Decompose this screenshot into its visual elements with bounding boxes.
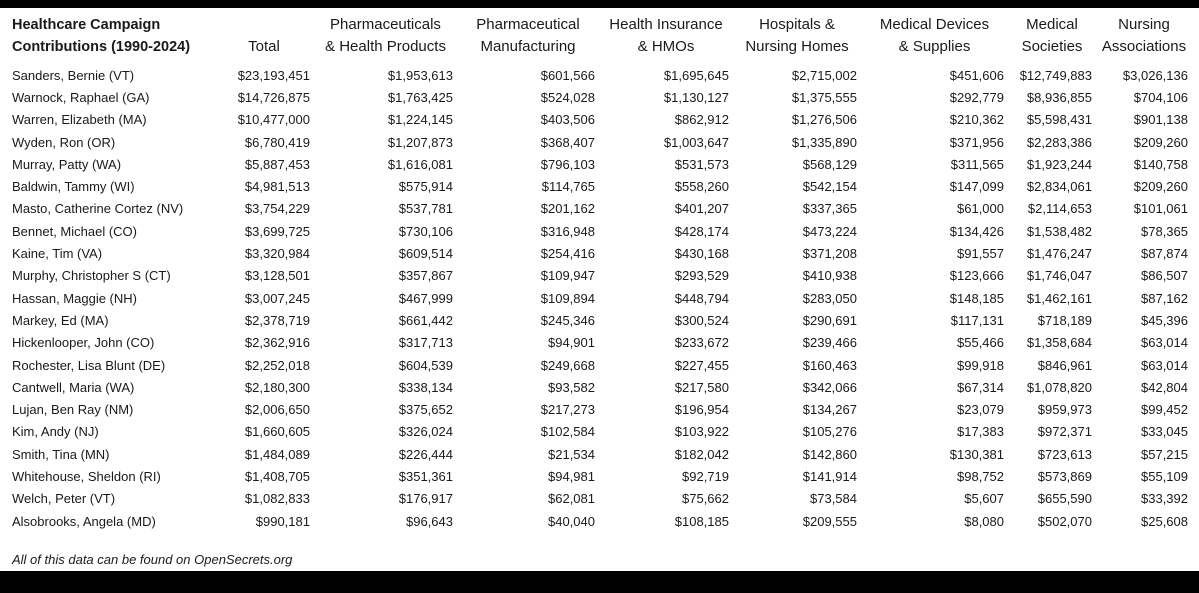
value-cell: $75,662 [682, 491, 729, 507]
value-cell: $467,999 [398, 290, 453, 306]
value-cell: $87,162 [1141, 290, 1188, 306]
value-cell: $1,375,555 [791, 89, 857, 105]
value-cell: $94,981 [548, 468, 595, 484]
senator-name-cell: Smith, Tina (MN) [12, 446, 110, 462]
value-cell: $201,162 [540, 201, 595, 217]
value-cell: $1,082,833 [244, 491, 310, 507]
value-cell: $796,103 [540, 156, 595, 172]
value-cell: $371,956 [949, 134, 1004, 150]
value-cell: $23,079 [957, 402, 1004, 418]
value-cell: $537,781 [398, 201, 453, 217]
value-cell: $2,006,650 [244, 402, 310, 418]
value-cell: $226,444 [398, 446, 453, 462]
column-header-line1: Hospitals & [759, 16, 835, 33]
senator-name-cell: Markey, Ed (MA) [12, 312, 109, 328]
table-row [6, 175, 1192, 197]
value-cell: $196,954 [674, 402, 729, 418]
value-cell: $502,070 [1037, 513, 1092, 529]
column-header [314, 14, 457, 64]
column-header [599, 14, 733, 64]
value-cell: $96,643 [406, 513, 453, 529]
value-cell: $1,462,161 [1026, 290, 1092, 306]
value-cell: $862,912 [674, 112, 729, 128]
value-cell: $8,936,855 [1026, 89, 1092, 105]
value-cell: $5,607 [964, 491, 1004, 507]
value-cell: $451,606 [949, 67, 1004, 83]
senator-name-cell: Welch, Peter (VT) [12, 491, 116, 507]
senator-name-cell: Whitehouse, Sheldon (RI) [12, 468, 161, 484]
value-cell: $3,026,136 [1122, 67, 1188, 83]
value-cell: $448,794 [674, 290, 729, 306]
value-cell: $575,914 [398, 179, 453, 195]
column-header-line2: Manufacturing [480, 38, 576, 55]
senator-name-cell: Rochester, Lisa Blunt (DE) [12, 357, 166, 373]
value-cell: $210,362 [949, 112, 1004, 128]
value-cell: $375,652 [398, 402, 453, 418]
value-cell: $141,914 [802, 468, 857, 484]
value-cell: $93,582 [548, 379, 595, 395]
value-cell: $723,613 [1037, 446, 1092, 462]
value-cell: $134,267 [802, 402, 857, 418]
senator-name-cell: Hassan, Maggie (NH) [12, 290, 137, 306]
value-cell: $1,763,425 [387, 89, 453, 105]
value-cell: $573,869 [1037, 468, 1092, 484]
value-cell: $704,106 [1133, 89, 1188, 105]
senator-name-cell: Murray, Patty (WA) [12, 156, 122, 172]
value-cell: $316,948 [540, 223, 595, 239]
value-cell: $239,466 [802, 335, 857, 351]
value-cell: $2,378,719 [244, 312, 310, 328]
value-cell: $1,078,820 [1026, 379, 1092, 395]
value-cell: $109,894 [540, 290, 595, 306]
value-cell: $292,779 [949, 89, 1004, 105]
senator-name-cell: Sanders, Bernie (VT) [12, 67, 135, 83]
value-cell: $23,193,451 [237, 67, 310, 83]
senator-name-cell: Hickenlooper, John (CO) [12, 335, 155, 351]
value-cell: $176,917 [398, 491, 453, 507]
senator-name-cell: Kim, Andy (NJ) [12, 424, 99, 440]
table-row [6, 443, 1192, 465]
senator-name-cell: Bennet, Michael (CO) [12, 223, 137, 239]
value-cell: $293,529 [674, 268, 729, 284]
value-cell: $368,407 [540, 134, 595, 150]
value-cell: $117,131 [950, 312, 1004, 328]
senator-name-cell: Cantwell, Maria (WA) [12, 379, 135, 395]
value-cell: $1,538,482 [1026, 223, 1092, 239]
table-row [6, 309, 1192, 331]
value-cell: $3,699,725 [244, 223, 310, 239]
value-cell: $17,383 [957, 424, 1004, 440]
table-row [6, 153, 1192, 175]
value-cell: $233,672 [674, 335, 729, 351]
value-cell: $972,371 [1037, 424, 1092, 440]
value-cell: $1,358,684 [1026, 335, 1092, 351]
senator-name-cell: Lujan, Ben Ray (NM) [12, 402, 134, 418]
value-cell: $655,590 [1037, 491, 1092, 507]
value-cell: $182,042 [674, 446, 729, 462]
value-cell: $401,207 [674, 201, 729, 217]
value-cell: $3,128,501 [244, 268, 310, 284]
value-cell: $2,834,061 [1026, 179, 1092, 195]
column-header-line1: Pharmaceutical [476, 16, 580, 33]
column-header-line1: Medical Devices [879, 16, 990, 33]
table-row [6, 220, 1192, 242]
header-row [6, 14, 1192, 64]
value-cell: $57,215 [1141, 446, 1188, 462]
table-row [6, 64, 1192, 86]
table-row [6, 86, 1192, 108]
value-cell: $92,719 [682, 468, 729, 484]
senator-name-cell: Wyden, Ron (OR) [12, 134, 116, 150]
value-cell: $249,668 [540, 357, 595, 373]
senator-name-cell: Masto, Catherine Cortez (NV) [12, 201, 184, 217]
value-cell: $123,666 [949, 268, 1004, 284]
value-cell: $846,961 [1037, 357, 1092, 373]
value-cell: $2,283,386 [1026, 134, 1092, 150]
value-cell: $311,565 [950, 156, 1004, 172]
value-cell: $1,953,613 [387, 67, 453, 83]
column-header [1096, 14, 1192, 64]
table-row [6, 287, 1192, 309]
value-cell: $101,061 [1133, 201, 1188, 217]
table-row [6, 421, 1192, 443]
value-cell: $6,780,419 [244, 134, 310, 150]
value-cell: $2,715,002 [791, 67, 857, 83]
table-body [6, 64, 1192, 532]
table-title [6, 14, 214, 64]
value-cell: $91,557 [957, 246, 1004, 262]
value-cell: $410,938 [802, 268, 857, 284]
value-cell: $114,765 [541, 179, 595, 195]
value-cell: $1,923,244 [1026, 156, 1092, 172]
table-row [6, 354, 1192, 376]
value-cell: $1,695,645 [663, 67, 729, 83]
value-cell: $105,276 [802, 424, 857, 440]
value-cell: $357,867 [398, 268, 453, 284]
senator-name-cell: Kaine, Tim (VA) [12, 246, 103, 262]
column-header-line1: Health Insurance [609, 16, 723, 33]
value-cell: $568,129 [802, 156, 857, 172]
value-cell: $33,045 [1141, 424, 1188, 440]
value-cell: $209,260 [1133, 179, 1188, 195]
value-cell: $609,514 [398, 246, 453, 262]
value-cell: $134,426 [949, 223, 1004, 239]
value-cell: $730,106 [398, 223, 453, 239]
value-cell: $12,749,883 [1019, 67, 1092, 83]
value-cell: $148,185 [949, 290, 1004, 306]
value-cell: $1,746,047 [1026, 268, 1092, 284]
table-row [6, 398, 1192, 420]
table-row [6, 131, 1192, 153]
column-header [214, 14, 314, 64]
value-cell: $25,608 [1141, 513, 1188, 529]
senator-name-cell: Warren, Elizabeth (MA) [12, 112, 147, 128]
value-cell: $86,507 [1141, 268, 1188, 284]
table-row [6, 376, 1192, 398]
value-cell: $40,040 [548, 513, 595, 529]
column-header-line1: Nursing [1118, 16, 1170, 33]
value-cell: $78,365 [1141, 223, 1188, 239]
table-row [6, 109, 1192, 131]
value-cell: $524,028 [540, 89, 595, 105]
value-cell: $473,224 [802, 223, 857, 239]
footnote: All of this data can be found on OpenSecrets.org [12, 552, 293, 567]
value-cell: $1,476,247 [1026, 246, 1092, 262]
column-header-line2: & Supplies [898, 38, 971, 55]
value-cell: $3,320,984 [244, 246, 310, 262]
value-cell: $2,114,653 [1027, 201, 1092, 217]
value-cell: $55,466 [957, 335, 1004, 351]
value-cell: $21,534 [548, 446, 595, 462]
value-cell: $1,224,145 [387, 112, 453, 128]
value-cell: $103,922 [674, 424, 729, 440]
value-cell: $959,973 [1037, 402, 1092, 418]
value-cell: $73,584 [810, 491, 857, 507]
value-cell: $160,463 [802, 357, 857, 373]
value-cell: $98,752 [957, 468, 1004, 484]
value-cell: $1,130,127 [663, 89, 729, 105]
value-cell: $403,506 [540, 112, 595, 128]
value-cell: $290,691 [802, 312, 857, 328]
value-cell: $5,887,453 [244, 156, 310, 172]
value-cell: $351,361 [398, 468, 453, 484]
value-cell: $140,758 [1133, 156, 1188, 172]
table-row [6, 510, 1192, 532]
value-cell: $2,252,018 [244, 357, 310, 373]
value-cell: $428,174 [674, 223, 729, 239]
table-title-line1: Healthcare Campaign [12, 17, 161, 33]
value-cell: $62,081 [548, 491, 595, 507]
value-cell: $542,154 [802, 179, 857, 195]
value-cell: $33,392 [1141, 491, 1188, 507]
value-cell: $254,416 [540, 246, 595, 262]
value-cell: $2,362,916 [244, 335, 310, 351]
value-cell: $338,134 [398, 379, 453, 395]
value-cell: $326,024 [398, 424, 453, 440]
value-cell: $558,260 [674, 179, 729, 195]
value-cell: $3,007,245 [244, 290, 310, 306]
value-cell: $63,014 [1141, 335, 1188, 351]
value-cell: $209,555 [802, 513, 857, 529]
value-cell: $5,598,431 [1026, 112, 1092, 128]
value-cell: $601,566 [540, 67, 595, 83]
column-header [457, 14, 599, 64]
column-header [861, 14, 1008, 64]
value-cell: $55,109 [1141, 468, 1188, 484]
table-row [6, 332, 1192, 354]
value-cell: $531,573 [674, 156, 729, 172]
table-row [6, 465, 1192, 487]
value-cell: $142,860 [802, 446, 857, 462]
value-cell: $99,918 [957, 357, 1004, 373]
value-cell: $1,276,506 [791, 112, 857, 128]
senator-name-cell: Alsobrooks, Angela (MD) [12, 513, 156, 529]
value-cell: $283,050 [802, 290, 857, 306]
value-cell: $4,981,513 [244, 179, 310, 195]
value-cell: $300,524 [674, 312, 729, 328]
value-cell: $245,346 [540, 312, 595, 328]
value-cell: $337,365 [802, 201, 857, 217]
value-cell: $8,080 [964, 513, 1004, 529]
value-cell: $2,180,300 [244, 379, 310, 395]
value-cell: $317,713 [398, 335, 453, 351]
table-row [6, 265, 1192, 287]
table-row [6, 488, 1192, 510]
value-cell: $661,442 [398, 312, 453, 328]
senator-name-cell: Baldwin, Tammy (WI) [12, 179, 135, 195]
value-cell: $1,207,873 [387, 134, 453, 150]
column-header-line2: Nursing Homes [745, 38, 849, 55]
value-cell: $109,947 [540, 268, 595, 284]
column-header-line2: Total [248, 38, 280, 55]
value-cell: $67,314 [957, 379, 1004, 395]
column-header-line1: Pharmaceuticals [330, 16, 441, 33]
value-cell: $217,273 [540, 402, 595, 418]
column-header-line2: Associations [1101, 38, 1187, 55]
value-cell: $718,189 [1037, 312, 1092, 328]
value-cell: $94,901 [548, 335, 595, 351]
value-cell: $108,185 [674, 513, 729, 529]
value-cell: $63,014 [1141, 357, 1188, 373]
value-cell: $147,099 [949, 179, 1004, 195]
column-header [733, 14, 861, 64]
value-cell: $1,408,705 [244, 468, 310, 484]
value-cell: $42,804 [1141, 379, 1188, 395]
value-cell: $371,208 [802, 246, 857, 262]
value-cell: $430,168 [674, 246, 729, 262]
value-cell: $1,335,890 [791, 134, 857, 150]
value-cell: $1,484,089 [244, 446, 310, 462]
value-cell: $1,660,605 [244, 424, 310, 440]
value-cell: $1,616,081 [387, 156, 453, 172]
value-cell: $990,181 [255, 513, 310, 529]
column-header-line2: & HMOs [637, 38, 695, 55]
column-header-line1: Medical [1026, 16, 1078, 33]
value-cell: $227,455 [674, 357, 729, 373]
value-cell: $342,066 [802, 379, 857, 395]
senator-name-cell: Warnock, Raphael (GA) [12, 89, 150, 105]
value-cell: $14,726,875 [237, 89, 310, 105]
table-row [6, 198, 1192, 220]
column-header-line2: Societies [1021, 38, 1083, 55]
value-cell: $604,539 [398, 357, 453, 373]
value-cell: $61,000 [957, 201, 1004, 217]
value-cell: $3,754,229 [244, 201, 310, 217]
value-cell: $1,003,647 [663, 134, 729, 150]
contributions-table [6, 14, 1192, 532]
senator-name-cell: Murphy, Christopher S (CT) [12, 268, 171, 284]
value-cell: $102,584 [540, 424, 595, 440]
value-cell: $45,396 [1141, 312, 1188, 328]
column-header [1008, 14, 1096, 64]
value-cell: $87,874 [1141, 246, 1188, 262]
column-header-line2: & Health Products [325, 38, 446, 55]
value-cell: $901,138 [1133, 112, 1188, 128]
value-cell: $99,452 [1141, 402, 1188, 418]
value-cell: $209,260 [1133, 134, 1188, 150]
value-cell: $130,381 [949, 446, 1004, 462]
table-row [6, 242, 1192, 264]
value-cell: $10,477,000 [237, 112, 310, 128]
table-title-line2: Contributions (1990-2024) [12, 39, 191, 55]
value-cell: $217,580 [674, 379, 729, 395]
data-table-sheet [0, 8, 1199, 571]
